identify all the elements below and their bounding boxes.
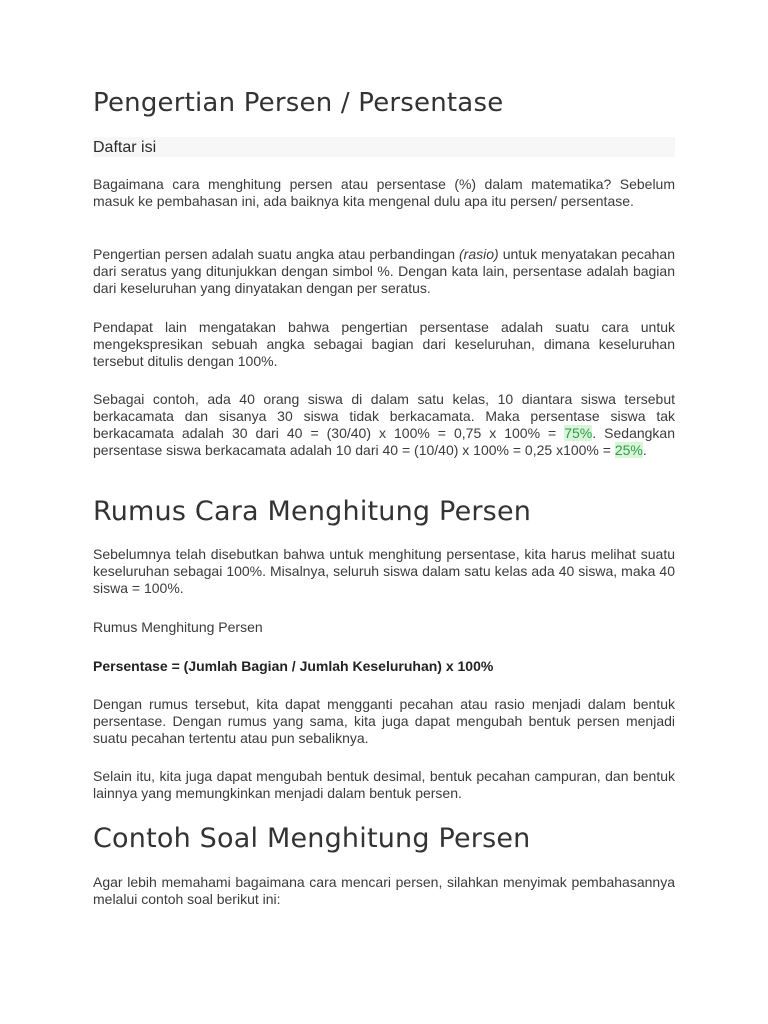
rumus-paragraph-1: Sebelumnya telah disebutkan bahwa untuk menghitung persentase, kita harus melihat suatu keseluruhan sebagai 100%. Misalnya, seluruh siswa dalam satu kelas ada 40 siswa, maka 40 siswa = 100%. [93, 546, 675, 596]
highlight-75: 75% [564, 425, 593, 441]
definition-text-1: Pengertian persen adalah suatu angka atau perbandingan [93, 246, 460, 262]
section-heading-contoh: Contoh Soal Menghitung Persen [93, 823, 531, 854]
example-text-1: Sebagai contoh, ada 40 orang siswa di dalam satu kelas, 10 diantara siswa tersebut berkacamata dan sisanya 30 siswa tidak berkacamata. Maka persentase siswa tak berkacamata adalah 30 dari 40 = (30/40) x 100% = 0,75 x 100% = [93, 391, 675, 441]
contoh-paragraph-1: Agar lebih memahami bagaimana cara mencari persen, silahkan menyimak pembahasannya melalui contoh soal berikut ini: [93, 874, 675, 907]
toc-label[interactable]: Daftar isi [93, 139, 157, 156]
rumus-label: Rumus Menghitung Persen [93, 619, 263, 635]
opinion-paragraph: Pendapat lain mengatakan bahwa pengertian persentase adalah suatu cara untuk mengekspresikan sebuah angka sebagai bagian dari keseluruhan, dimana keseluruhan tersebut ditulis dengan 100%. [93, 319, 675, 369]
definition-italic: (rasio) [459, 246, 499, 262]
rumus-paragraph-3: Selain itu, kita juga dapat mengubah bentuk desimal, bentuk pecahan campuran, dan bentuk lainnya yang memungkinkan menjadi dalam bentuk persen. [93, 768, 675, 801]
table-of-contents[interactable] [93, 137, 675, 157]
example-text-3: . [642, 442, 647, 458]
rumus-formula: Persentase = (Jumlah Bagian / Jumlah Keseluruhan) x 100% [93, 658, 494, 674]
section-heading-rumus: Rumus Cara Menghitung Persen [93, 496, 532, 527]
example-paragraph [93, 391, 675, 459]
page-title: Pengertian Persen / Persentase [93, 88, 504, 118]
highlight-25: 25% [614, 442, 643, 458]
rumus-paragraph-2: Dengan rumus tersebut, kita dapat mengganti pecahan atau rasio menjadi dalam bentuk persentase. Dengan rumus yang sama, kita juga dapat mengubah bentuk persen menjadi suatu pecahan tertentu atau pun sebaliknya. [93, 696, 675, 746]
example-text-2: . Sedangkan persentase siswa berkacamata adalah 10 dari 40 = (10/40) x 100% = 0,25 x100% = [93, 425, 675, 458]
definition-text-2: untuk menyatakan pecahan dari seratus yang ditunjukkan dengan simbol %. Dengan kata lain, persentase adalah bagian dari keseluruhan yang dinyatakan dengan per seratus. [93, 246, 675, 296]
intro-paragraph: Bagaimana cara menghitung persen atau persentase (%) dalam matematika? Sebelum masuk ke pembahasan ini, ada baiknya kita mengenal dulu apa itu persen/ persentase. [93, 176, 675, 209]
definition-paragraph [93, 246, 675, 297]
